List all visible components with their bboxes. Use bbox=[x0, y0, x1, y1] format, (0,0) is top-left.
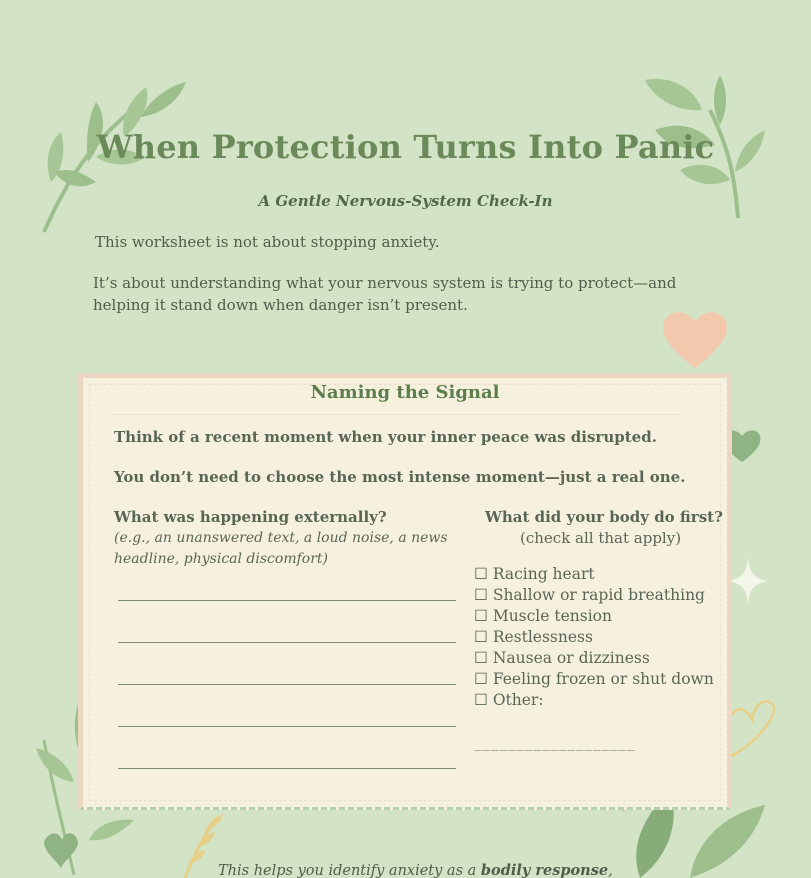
answer-line[interactable] bbox=[118, 684, 456, 685]
answer-line[interactable] bbox=[118, 642, 456, 643]
answer-line[interactable] bbox=[118, 768, 456, 769]
answer-line[interactable] bbox=[118, 600, 456, 601]
checkbox-nausea-dizziness[interactable]: ☐ Nausea or dizziness bbox=[474, 649, 650, 667]
checkbox-restlessness[interactable]: ☐ Restlessness bbox=[474, 628, 593, 646]
other-answer-line[interactable]: ___________________ bbox=[474, 733, 636, 751]
answer-line[interactable] bbox=[118, 726, 456, 727]
naming-the-signal-card bbox=[78, 373, 732, 810]
sparkle-icon bbox=[728, 558, 768, 604]
external-question-hint: (e.g., an unanswered text, a loud noise, a news headline, physical discomfort) bbox=[114, 530, 448, 567]
checkbox-other[interactable]: ☐ Other: bbox=[474, 691, 544, 709]
intro-paragraph-1: This worksheet is not about stopping anxiety. bbox=[95, 233, 440, 251]
checkbox-shallow-breathing[interactable]: ☐ Shallow or rapid breathing bbox=[474, 586, 705, 604]
footer-punctuation: , bbox=[608, 863, 613, 878]
footer-text: This helps you identify anxiety as a bbox=[218, 863, 481, 878]
card-divider bbox=[113, 414, 679, 415]
checkbox-muscle-tension[interactable]: ☐ Muscle tension bbox=[474, 607, 612, 625]
checkbox-frozen-shut-down[interactable]: ☐ Feeling frozen or shut down bbox=[474, 670, 714, 688]
body-response-heading: What did your body do first? bbox=[485, 508, 723, 526]
prompt-recent-moment: Think of a recent moment when your inner peace was disrupted. bbox=[114, 428, 657, 446]
page-subtitle: A Gentle Nervous-System Check-In bbox=[258, 192, 553, 210]
footer-note bbox=[218, 862, 613, 878]
footer-emphasis: bodily response bbox=[480, 862, 609, 878]
heart-peach-icon bbox=[660, 308, 730, 370]
external-question-heading: What was happening externally? bbox=[114, 508, 387, 526]
body-response-checklist bbox=[474, 564, 714, 711]
intro-paragraph-2: It’s about understanding what your nervous system is trying to protect—and helping it stand down when danger isn’t present. bbox=[93, 274, 677, 314]
card-title: Naming the Signal bbox=[310, 382, 500, 403]
prompt-real-moment: You don’t need to choose the most intense moment—just a real one. bbox=[114, 468, 686, 486]
checkbox-racing-heart[interactable]: ☐ Racing heart bbox=[474, 565, 595, 583]
body-response-hint: (check all that apply) bbox=[520, 529, 682, 547]
page-title: When Protection Turns Into Panic bbox=[96, 128, 715, 166]
